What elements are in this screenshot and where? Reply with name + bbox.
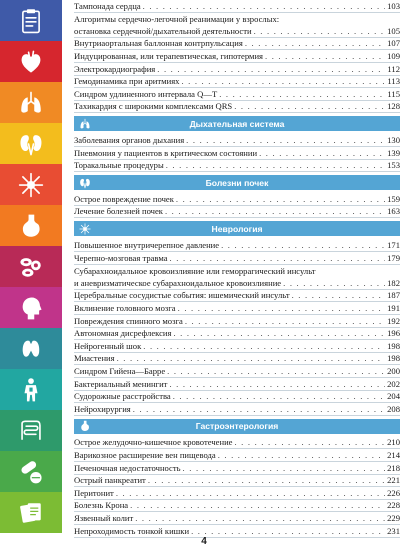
dot-leader: [173, 328, 385, 338]
toc-entry-page: 202: [387, 378, 400, 389]
dot-leader: [259, 148, 385, 158]
toc-entry-title: Церебральные сосудистые события: ишемический инсульт: [74, 290, 290, 301]
toc-entry-title: и аневризматическое субарахноидальное кровоизлияние: [74, 277, 282, 288]
toc-entry-title: Внутриаортальная баллонная контрпульсация: [74, 38, 243, 49]
toc-entry[interactable]: [74, 25, 400, 38]
toc-entry-title: Болезнь Крона: [74, 500, 129, 511]
dot-leader: [116, 488, 385, 498]
toc-entry-page: 163: [387, 206, 400, 217]
toc-entry-title: Язвенный колит: [74, 512, 134, 523]
toc-entry-title: Острое желудочно-кишечное кровотечение: [74, 437, 233, 448]
dot-leader: [135, 513, 385, 523]
toc-entry[interactable]: [74, 403, 400, 416]
toc-entry[interactable]: [74, 265, 400, 278]
toc-entry[interactable]: [74, 353, 400, 366]
toc-entry[interactable]: [74, 378, 400, 391]
toc-entry[interactable]: [74, 160, 400, 173]
toc-entry[interactable]: [74, 462, 400, 475]
neuron-icon: [18, 172, 44, 198]
sidebar-tile: [0, 246, 62, 287]
toc-entry-page: 113: [387, 76, 400, 87]
toc-entry-page: 171: [387, 239, 400, 250]
toc-entry[interactable]: [74, 512, 400, 525]
dot-leader: [234, 437, 385, 447]
sidebar-tile: [0, 0, 62, 41]
toc-entry-page: 228: [387, 500, 400, 511]
toc-entry-title: Острый панкреатит: [74, 475, 146, 486]
toc-entry-page: 231: [387, 525, 400, 536]
toc-entry-page: 221: [387, 475, 400, 486]
toc-entry[interactable]: [74, 315, 400, 328]
toc-entry[interactable]: [74, 134, 400, 147]
dot-leader: [170, 253, 386, 263]
dot-leader: [185, 316, 385, 326]
kidneys-icon: [18, 131, 44, 157]
heart-icon: [18, 49, 44, 75]
toc-entry-title: Непроходимость тонкой кишки: [74, 525, 190, 536]
toc-entry-title: Миастения: [74, 353, 115, 364]
toc-entry-title: Алгоритмы сердечно-легочной реанимации у взрослых:: [74, 14, 280, 25]
toc-entry[interactable]: [74, 437, 400, 450]
toc-entry[interactable]: [74, 63, 400, 76]
thyroid-icon: [18, 336, 44, 362]
sidebar-tile: [0, 164, 62, 205]
dot-leader: [148, 475, 385, 485]
toc-entry[interactable]: [74, 193, 400, 206]
sidebar-tile: [0, 369, 62, 410]
toc-entry-page: 115: [387, 88, 400, 99]
stomach-icon: [18, 213, 44, 239]
dot-leader: [169, 379, 385, 389]
toc-entry-title: Нейрохирургия: [74, 403, 131, 414]
toc-entry-title: Субарахноидальное кровоизлияние или геморрагический инсульт: [74, 266, 316, 277]
toc-entry-page: 159: [387, 193, 400, 204]
dot-leader: [165, 206, 385, 216]
sidebar-color-tiles: [0, 0, 62, 532]
toc-entry[interactable]: [74, 206, 400, 219]
toc-entry-page: 191: [387, 302, 400, 313]
toc-entry-page: 187: [387, 290, 400, 301]
toc-entry-page: 112: [387, 63, 400, 74]
toc-entry-title: Заболевания органов дыхания: [74, 134, 185, 145]
toc-entry-title: Черепно-мозговая травма: [74, 252, 168, 263]
toc-entry-page: 179: [387, 252, 400, 263]
dot-leader: [265, 51, 385, 61]
toc-entry-page: 229: [387, 512, 400, 523]
dot-leader: [292, 290, 386, 300]
toc-entry[interactable]: [74, 487, 400, 500]
toc-entry[interactable]: [74, 147, 400, 160]
dot-leader: [183, 463, 386, 473]
section-header: [74, 419, 400, 434]
toc-entry-page: 182: [387, 277, 400, 288]
toc-entry-page: 204: [387, 391, 400, 402]
lungs-icon: [74, 116, 96, 131]
toc-entry[interactable]: [74, 88, 400, 101]
toc-entry-title: Индуцированная, или терапевтическая, гипотермия: [74, 50, 264, 61]
toc-entry-title: Острое повреждение почек: [74, 193, 174, 204]
sidebar-tile: [0, 82, 62, 123]
section-title: Дыхательная система: [189, 118, 285, 129]
dot-leader: [221, 240, 385, 250]
lungs-icon: [18, 90, 44, 116]
kidneys-icon: [74, 175, 96, 190]
toc-entry-title: Синдром удлиненного интервала Q—T: [74, 88, 218, 99]
toc-entry-title: Пневмония у пациентов в критическом состоянии: [74, 147, 258, 158]
dot-leader: [245, 38, 385, 48]
toc-entry[interactable]: [74, 38, 400, 51]
toc-entry-title: Повреждения спинного мозга: [74, 315, 183, 326]
toc-entry-title: Торакальные процедуры: [74, 160, 164, 171]
dot-leader: [234, 101, 385, 111]
toc-entry[interactable]: [74, 340, 400, 353]
toc-entry[interactable]: [74, 101, 400, 114]
human-body-icon: [18, 377, 44, 403]
toc-entry-title: Варикозное расширение вен пищевода: [74, 449, 216, 460]
neuron-icon: [74, 221, 96, 236]
dot-leader: [283, 278, 385, 288]
toc-entry-page: 196: [387, 328, 400, 339]
toc-entry-page: 208: [387, 403, 400, 414]
toc-entry-title: Тампонада сердца: [74, 0, 141, 11]
toc-entry-title: Синдром Гийена—Барре: [74, 365, 166, 376]
toc-entry-page: 210: [387, 437, 400, 448]
toc-entry-page: 226: [387, 487, 400, 498]
dot-leader: [173, 391, 385, 401]
toc-entry-page: 105: [387, 25, 400, 36]
toc-entry[interactable]: [74, 365, 400, 378]
section-header: [74, 116, 400, 131]
clipboard-icon: [18, 8, 44, 34]
section-title: Неврология: [211, 223, 263, 234]
toc-entry-page: 200: [387, 365, 400, 376]
toc-entry[interactable]: [74, 328, 400, 341]
toc-entry-title: Тахикардия с широкими комплексами QRS: [74, 101, 233, 112]
dot-leader: [218, 450, 385, 460]
toc-entry-page: 198: [387, 353, 400, 364]
section-title: Гастроэнтерология: [195, 421, 279, 432]
dot-leader: [191, 526, 385, 536]
toc-entry-page: 139: [387, 147, 400, 158]
toc-entry[interactable]: [74, 500, 400, 513]
toc-entry-title: Печеночная недостаточность: [74, 462, 181, 473]
sidebar-tile: [0, 410, 62, 451]
section-header: [74, 175, 400, 190]
sidebar-tile: [0, 328, 62, 369]
toc-entry-title: Повышенное внутричерепное давление: [74, 239, 220, 250]
dot-leader: [157, 64, 385, 74]
pills-icon: [18, 459, 44, 485]
dot-leader: [176, 194, 385, 204]
stomach-icon: [74, 419, 96, 434]
toc-entry-title: остановка сердечной/дыхательной деятельности: [74, 25, 252, 36]
toc-entry-title: Вклинение головного мозга: [74, 302, 176, 313]
toc-entry[interactable]: [74, 13, 400, 26]
toc-entry-title: Судорожные расстройства: [74, 391, 171, 402]
toc-entry-page: 153: [387, 160, 400, 171]
toc-entry-page: 103: [387, 0, 400, 11]
sidebar-tile: [0, 41, 62, 82]
dot-leader: [143, 1, 385, 11]
toc-entry-page: 214: [387, 449, 400, 460]
toc-entry-title: Электрокардиография: [74, 63, 156, 74]
documents-icon: [18, 500, 44, 526]
toc-entry-page: 218: [387, 462, 400, 473]
sidebar-tile: [0, 287, 62, 328]
toc-entry[interactable]: [74, 475, 400, 488]
toc-entry-page: 109: [387, 50, 400, 61]
dot-leader: [117, 353, 386, 363]
toc-entry[interactable]: [74, 391, 400, 404]
toc-entry-page: 130: [387, 134, 400, 145]
toc-entry[interactable]: [74, 50, 400, 63]
intestine-icon: [18, 418, 44, 444]
sidebar-tile: [0, 451, 62, 492]
toc-entry-page: 128: [387, 101, 400, 112]
dot-leader: [143, 341, 385, 351]
toc-entry-title: Бактериальный менингит: [74, 378, 168, 389]
toc-entry-title: Автономная дисрефлексия: [74, 328, 172, 339]
dot-leader: [130, 500, 385, 510]
section-title: Болезни почек: [205, 177, 269, 188]
dot-leader: [167, 366, 385, 376]
dot-leader: [166, 160, 385, 170]
dot-leader: [133, 404, 385, 414]
sidebar-tile: [0, 205, 62, 246]
page-number: 4: [201, 536, 207, 547]
toc-entry[interactable]: [74, 76, 400, 89]
dot-leader: [219, 89, 385, 99]
toc-entry-title: Гемодинамика при аритмиях: [74, 76, 180, 87]
toc-entry-page: 107: [387, 38, 400, 49]
toc-entry[interactable]: [74, 239, 400, 252]
dot-leader: [186, 135, 385, 145]
toc-entry[interactable]: [74, 277, 400, 290]
toc-entry-page: 192: [387, 315, 400, 326]
sidebar-tile: [0, 123, 62, 164]
toc-entry-page: 198: [387, 340, 400, 351]
dot-leader: [178, 303, 385, 313]
dot-leader: [254, 26, 386, 36]
toc-entry-title: Перитонит: [74, 487, 114, 498]
toc-entry[interactable]: [74, 252, 400, 265]
toc-entry[interactable]: [74, 290, 400, 303]
dot-leader: [181, 76, 385, 86]
sidebar-tile: [0, 492, 62, 533]
blood-cells-icon: [18, 254, 44, 280]
toc-entry-title: Нейрогенный шок: [74, 340, 142, 351]
toc-entry[interactable]: [74, 302, 400, 315]
head-silhouette-icon: [18, 295, 44, 321]
toc-entry-title: Лечение болезней почек: [74, 206, 163, 217]
toc-entry[interactable]: [74, 0, 400, 13]
section-header: [74, 221, 400, 236]
toc-entry[interactable]: [74, 449, 400, 462]
